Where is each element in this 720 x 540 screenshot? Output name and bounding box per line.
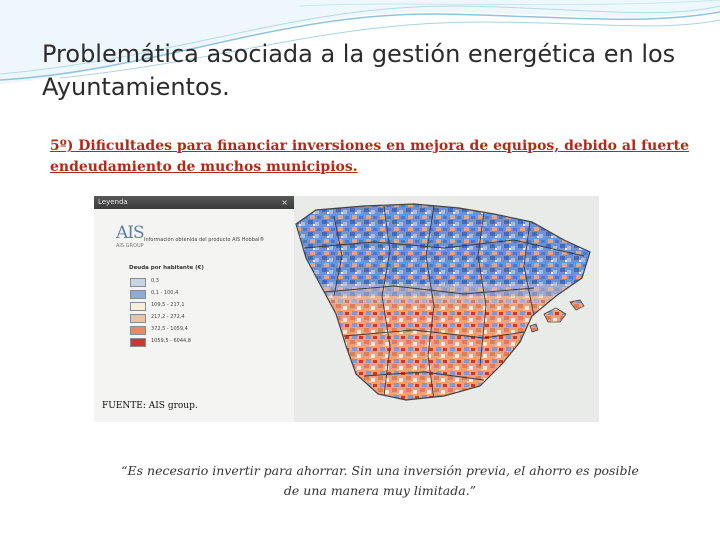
legend-swatch xyxy=(130,290,146,299)
legend-swatch xyxy=(130,338,146,347)
close-icon[interactable]: × xyxy=(281,198,288,207)
debt-map-figure xyxy=(94,196,599,422)
figure-source: FUENTE: AIS group. xyxy=(102,401,198,411)
legend-swatch xyxy=(130,326,146,335)
spain-debt-map xyxy=(294,196,599,422)
legend-swatch xyxy=(130,278,146,287)
legend-window-bar xyxy=(94,196,294,209)
legend-label: 1059,5 - 6044,8 xyxy=(151,338,191,344)
legend-label: 0,3 xyxy=(151,278,159,284)
legend-label: 372,5 - 1059,4 xyxy=(151,326,188,332)
legend-label: 0,1 - 100,4 xyxy=(151,290,179,296)
ais-logo: AIS xyxy=(116,223,144,243)
legend-label: 109,5 - 217,1 xyxy=(151,302,185,308)
legend-swatch xyxy=(130,314,146,323)
ais-logo-subtext: AIS GROUP xyxy=(116,243,144,249)
slide-title: Problemática asociada a la gestión energética en los Ayuntamientos. xyxy=(42,40,676,101)
legend-window-title: Leyenda xyxy=(98,198,128,206)
slide-subtitle: 5º) Dificultades para financiar inversiones en mejora de equipos, debido al fuerte endeudamiento de muchos municipios. xyxy=(50,138,689,175)
legend-title: Deuda por habitante (€) xyxy=(129,265,204,271)
legend-swatch xyxy=(130,302,146,311)
legend-panel xyxy=(94,196,295,422)
legend-label: 217,2 - 272,4 xyxy=(151,314,185,320)
slide-quote: “Es necesario invertir para ahorrar. Sin una inversión previa, el ahorro es posible de una manera muy limitada.” xyxy=(121,463,639,498)
legend-info-text: Información obtenida del producto AIS Hobbal® xyxy=(144,237,265,243)
